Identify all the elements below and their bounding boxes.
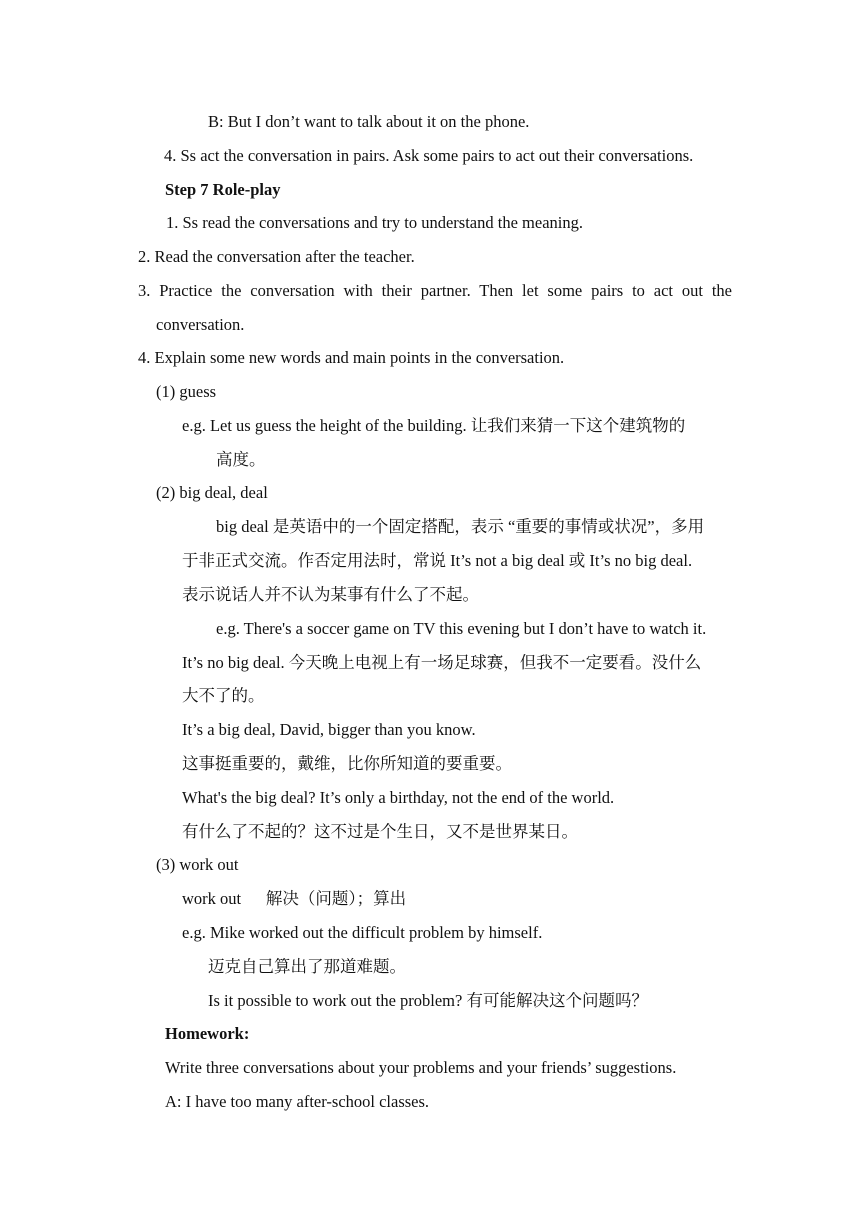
work-out-definition: work out 解决（问题）；算出 xyxy=(182,889,407,908)
big-deal-example-3: What's the big deal? It’s only a birthday, not the end of the world. xyxy=(182,788,615,807)
work-out-example-1: e.g. Mike worked out the difficult problem by himself. xyxy=(182,923,543,942)
big-deal-example-1-continued: It’s no big deal. 今天晚上电视上有一场足球赛，但我不一定要看。没什么 xyxy=(182,653,702,672)
step-7-heading: Step 7 Role-play xyxy=(165,180,281,199)
big-deal-explanation-end: 表示说话人并不认为某事有什么了不起。 xyxy=(182,585,479,604)
step-7-item-3: 3. Practice the conversation with their partner. Then let some pairs to act out the xyxy=(138,281,732,300)
big-deal-explanation-continued: 于非正式交流。作否定用法时，常说 It’s not a big deal 或 It’s no big deal. xyxy=(182,551,693,570)
big-deal-example-2-translation: 这事挺重要的，戴维，比你所知道的要重要。 xyxy=(182,754,512,773)
vocab-heading-work-out: (3) work out xyxy=(156,855,239,874)
homework-task: Write three conversations about your problems and your friends’ suggestions. xyxy=(165,1058,677,1077)
homework-sample-line: A: I have too many after-school classes. xyxy=(165,1092,430,1111)
step-7-item-1: 1. Ss read the conversations and try to understand the meaning. xyxy=(166,213,583,232)
guess-example: e.g. Let us guess the height of the building. 让我们来猜一下这个建筑物的 xyxy=(182,416,686,435)
work-out-example-2: Is it possible to work out the problem? 有可能解决这个问题吗？ xyxy=(208,991,648,1010)
vocab-heading-big-deal: (2) big deal, deal xyxy=(156,483,268,502)
big-deal-example-3-translation: 有什么了不起的？这不过是个生日，又不是世界某日。 xyxy=(182,822,578,841)
step-7-item-2: 2. Read the conversation after the teacher. xyxy=(138,247,415,266)
vocab-heading-guess: (1) guess xyxy=(156,382,217,401)
work-out-example-1-translation: 迈克自己算出了那道难题。 xyxy=(208,957,406,976)
big-deal-example-2: It’s a big deal, David, bigger than you know. xyxy=(182,720,476,739)
big-deal-example-1: e.g. There's a soccer game on TV this evening but I don’t have to watch it. xyxy=(216,619,707,638)
dialogue-line-b: B: But I don’t want to talk about it on the phone. xyxy=(208,112,530,131)
big-deal-explanation: big deal 是英语中的一个固定搭配，表示 “重要的事情或状况”，多用 xyxy=(216,517,705,536)
homework-heading: Homework: xyxy=(165,1024,250,1043)
big-deal-example-1-end: 大不了的。 xyxy=(182,686,265,705)
step-7-item-3-continued: conversation. xyxy=(156,315,245,334)
step-item-4-pair-practice: 4. Ss act the conversation in pairs. Ask some pairs to act out their conversations. xyxy=(164,146,694,165)
guess-example-continued: 高度。 xyxy=(216,450,266,469)
step-7-item-4: 4. Explain some new words and main points in the conversation. xyxy=(138,348,565,367)
